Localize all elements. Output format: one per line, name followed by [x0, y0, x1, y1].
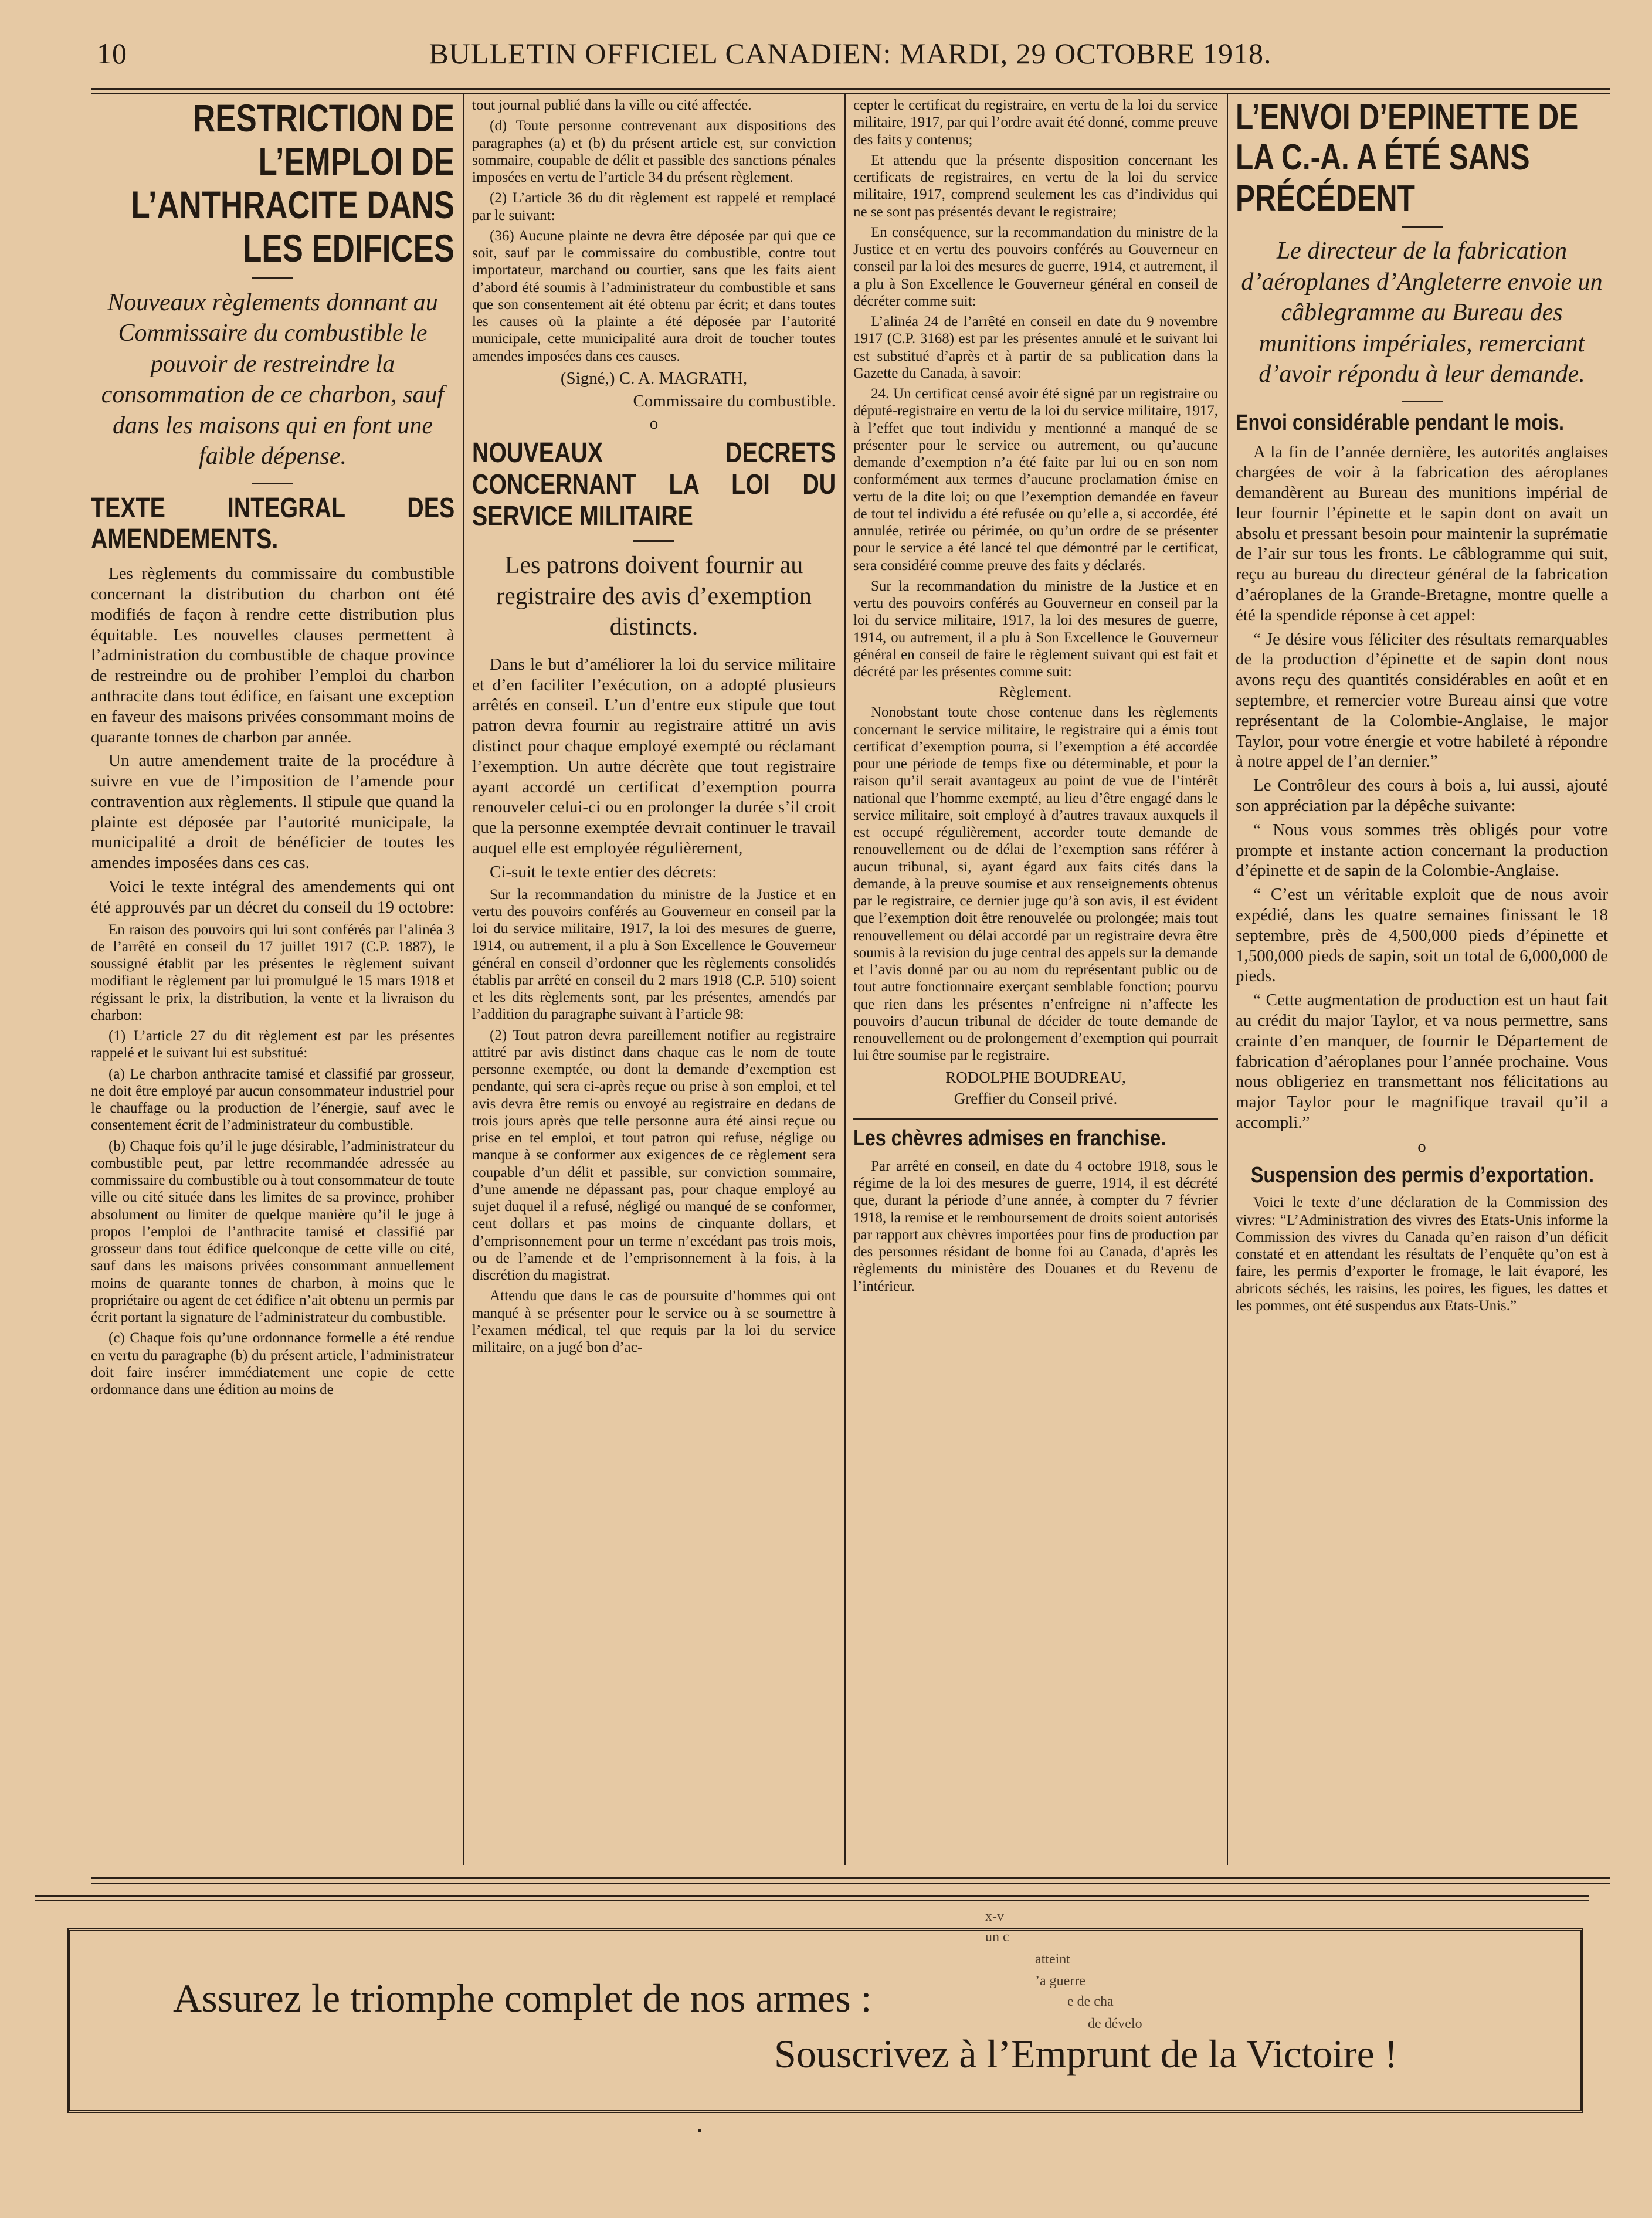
paragraph: Les règlements du commissaire du combustible concernant la distribution du charbon ont été modifiés de façon à rendre cette distribution plus équitable. Les nouvelles clauses permettent à l’administration du combustible de chaque province de restreindre ou de prohiber l’emploi du charbon anthracite dans tout édifice, en faisant une exception en faveur des maisons privées consommant moins de quarante tonnes de charbon par année.	[91, 564, 454, 747]
decree-paragraph: (d) Toute personne contrevenant aux dispositions des paragraphes (a) et (b) du présent article est, sur conviction sommaire, coupable de délit et passible des sanctions pénales imposées en vertu de l’article 34 du présent règlement.	[472, 118, 836, 185]
bleed-text: ’a guerre	[1035, 1973, 1085, 1989]
bottom-rule-long	[35, 1895, 1589, 1897]
page-number: 10	[97, 37, 127, 70]
subhead-texte-integral: TEXTE INTEGRAL DES AMENDEMENTS.	[91, 492, 454, 555]
rule-dash	[1402, 401, 1443, 402]
signature-title: Greffier du Conseil privé.	[954, 1089, 1118, 1107]
decree-paragraph: cepter le certificat du registraire, en vertu de la loi du service militaire, 1917, par qui l’ordre avait été donné, comme preuve des faits y contenus;	[853, 97, 1218, 148]
victory-loan-advert	[67, 1928, 1583, 2113]
bottom-rule	[91, 1877, 1610, 1879]
rule-dash	[1402, 226, 1443, 228]
signature-title: Commissaire du combustible.	[633, 391, 836, 411]
paragraph: “ C’est un véritable exploit que de nous avoir expédié, dans les quatre semaines finissant le 18 septembre, près de 4,500,000 pieds d’épinette et 1,500,000 pieds de sapin, soit un total de 6,000,000 de pieds.	[1236, 885, 1608, 986]
masthead	[91, 36, 1610, 83]
bleed-text: de dévelo	[1088, 2016, 1142, 2032]
reglement-title: Règlement.	[999, 684, 1073, 701]
signature: (Signé,) C. A. MAGRATH,	[560, 368, 748, 388]
headline-chevres: Les chèvres admises en franchise.	[853, 1126, 1166, 1151]
decree-paragraph: Et attendu que la présente disposition concernant les certificats de registraires, en vertu de la loi du service militaire, 1917, comprend seulement les cas d’individus qui ne se sont pas présentés devant le registraire;	[853, 152, 1218, 220]
column-4	[1236, 97, 1608, 1856]
deck-anthracite: Nouveaux règlements donnant au Commissaire du combustible le pouvoir de restreindre la consommation de ce charbon, sauf dans les maisons qui en font une faible dépense.	[101, 289, 445, 470]
decree-paragraph: Attendu que dans le cas de poursuite d’hommes qui ont manqué à se présenter pour le service ou à se soumettre à l’examen médical, tel que requis par la loi du service militaire, on a jugé bon d’ac-	[472, 1288, 836, 1356]
paragraph: “ Je désire vous féliciter des résultats remarquables de la production d’épinette et de sapin dont nous avons reçu des quantités considérables en août et en septembre, et remercier votre Bureau ainsi que votre représentant de la Colombie-Anglaise, le major Taylor, pour votre énergie et votre habileté à répondre à notre appel de l’an dernier.”	[1236, 629, 1608, 771]
separator: o	[649, 414, 659, 433]
column-3	[853, 97, 1218, 1856]
headline-anthracite: RESTRICTION DE L’EMPLOI DE L’ANTHRACITE DANS LES EDIFICES	[131, 97, 454, 270]
subhead-envoi: Envoi considérable pendant le mois.	[1236, 410, 1565, 435]
masthead-rule-thin	[91, 93, 1610, 94]
bleed-text: un c	[985, 1929, 1009, 1945]
decree-paragraph: (1) L’article 27 du dit règlement est par les présentes rappelé et le suivant lui est substitué:	[91, 1028, 454, 1061]
page-speck	[698, 2129, 701, 2132]
bleed-text: x-v	[985, 1909, 1004, 1924]
chevres-text: Par arrêté en conseil, en date du 4 octobre 1918, sous le régime de la loi des mesures de guerre, 1914, il est décrété que, durant la période d’une année, à compter du 7 février 1918, la remise et le remboursement de droits soient autorisés par rapport aux chèvres importées pour fins de production par des personnes résidant de bonne foi au Canada, d’après les règlements du ministère des Douanes et du Revenu de l’intérieur.	[853, 1158, 1218, 1294]
reglement-text: Nonobstant toute chose contenue dans les règlements concernant le service militaire, le registraire qui a émis tout certificat d’exemption pourra, si l’exemption a été accordée pour une période de temps fixe ou déterminable, et pour la raison qu’il serait avantageux au point de vue de l’intérêt national que l’homme exempté, au lieu d’être engagé dans le service militaire, soit employé à d’autres travaux auxquels il est occupé régulièrement, accorder toute demande de renouvellement ou de délai de l’exemption sans référer à aucun tribunal, si, ayant égard aux faits cités dans la demande, à la preuve soumise et aux renseignements obtenus par le registraire, ce dernier juge qu’à son avis, il est évident que l’exemption doit être renouvelée ou prolongée; mais tout renouvellement ou délai accordé par un registraire devra être soumis à la revision du juge central des appels sur la demande et l’avis donné par ou au nom du représentant public ou de tout autre fonctionnaire exerçant semblable fonction; pourvu que rien dans les présentes n’enfreigne ni n’affecte les pouvoirs d’aucun tribunal de décider de toute demande de renouvellement ou de prolongement d’exemption qui pourrait lui être soumise par le registraire.	[853, 704, 1218, 1064]
decree-paragraph: (36) Aucune plainte ne devra être déposée par qui que ce soit, sauf par le commissaire du combustible, contre tout importateur, marchand ou courtier, sans que les faits aient d’abord été soumis à l’administrateur du combustible et sans que son consentement ait été obtenu par écrit; et dans toutes les causes où la plainte a été déposée par l’autorité municipale, cette municipalité aura droit de toucher toutes amendes imposées dans ces causes.	[472, 228, 836, 364]
paragraph: Dans le but d’améliorer la loi du service militaire et d’en faciliter l’exécution, on a adopté plusieurs arrêtés en conseil. L’un d’entre eux stipule que tout patron devra fournir au registraire attitré un avis distinct pour chaque employé exempté ou réclamant l’exemption. Un autre décrète que tout registraire ayant accordé un certificat d’exemption pourra renouveler celui-ci ou en prolonger la durée s’il croit que la personne exemptée devrait continuer le travail auquel elle est employée régulièrement,	[472, 654, 836, 858]
paragraph: Voici le texte intégral des amendements qui ont été approuvés par un décret du conseil du 19 octobre:	[91, 877, 454, 917]
export-text: Voici le texte d’une déclaration de la Commission des vivres: “L’Administration des vivres des Etats-Unis informe la Commission des vivres du Canada qu’en raison d’un déficit constaté et en attendant les résultats de l’enquête qu’on est à faire, les permis d’exporter le fromage, le lait évaporé, les abricots séchés, les raisins, les poires, les figues, les dattes et les pommes, ont été suspendus aux Etats-Unis.”	[1236, 1195, 1608, 1314]
separator: o	[1417, 1137, 1426, 1156]
column-2	[472, 97, 836, 1856]
decree-paragraph: (c) Chaque fois qu’une ordonnance formelle a été rendue en vertu du paragraphe (b) du présent article, l’administrateur doit faire insérer immédiatement une copie de cette ordonnance dans une édition au moins de	[91, 1330, 454, 1398]
advert-line-1: Assurez le triomphe complet de nos armes :	[173, 1976, 872, 2020]
headline-exportation: Suspension des permis d’exportation.	[1250, 1162, 1595, 1188]
paragraph: “ Nous vous sommes très obligés pour votre prompte et instante action concernant la production d’épinette et de sapin de la Colombie-Anglaise.	[1236, 820, 1608, 880]
paragraph: Un autre amendement traite de la procédure à suivre en vue de l’imposition de l’amende pour contravention aux règlements. Il stipule que quand la plainte est déposée par l’autorité municipale, la municipalité a droit de bénéficier de toutes les amendes imposées dans ces cas.	[91, 751, 454, 873]
decree-paragraph: L’alinéa 24 de l’arrêté en conseil en date du 9 novembre 1917 (C.P. 3168) est par les présentes annulé et le suivant lui est substitué d’après et à partir de sa publication dans la Gazette du Canada, à savoir:	[853, 314, 1218, 381]
column-divider	[463, 94, 464, 1865]
decree-paragraph: (b) Chaque fois qu’il le juge désirable, l’administrateur du combustible peut, par lettre recommandée adressée au commissaire du combustible ou à tout consommateur de toute ville ou cité située dans les limites de sa province, prohiber absolument ou limiter de quelque manière qu’il le juge à propos l’emploi de l’anthracite tamisé et classifié par grosseur dans tout édifice quelconque de cette ville ou cité, sauf dans les maisons privées consommant annuellement moins de quarante tonnes de charbon, à moins que le propriétaire ou agent de cet édifice n’ait obtenu un permis par écrit portant la signature de l’administrateur du combustible.	[91, 1138, 454, 1326]
column-divider	[844, 94, 846, 1865]
paragraph: Le Contrôleur des cours à bois a, lui aussi, ajouté son appréciation par la dépêche suivante:	[1236, 776, 1608, 816]
advert-line-2: Souscrivez à l’Emprunt de la Victoire !	[774, 2032, 1398, 2076]
rule-dash	[633, 540, 674, 542]
deck-service-militaire: Les patrons doivent fournir au registraire des avis d’exemption distincts.	[496, 552, 812, 641]
paragraph: A la fin de l’année dernière, les autorités anglaises chargées de voir à la fabrication des aéroplanes demandèrent au Bureau des munitions impérial de leur fournir l’épinette et le sapin dont on avait un absolu et pressant besoin pour maintenir la suprématie de l’air sur tous les fronts. Le câblogramme qui suit, reçu au bureau du directeur général de la fabrication d’aéroplanes de la Grande-Bretagne, montre quelle a été la spendide réponse à cet appel:	[1236, 442, 1608, 625]
deck-epinette: Le directeur de la fabrication d’aéroplanes d’Angleterre envoie un câblegramme au Bureau des munitions impériales, remerciant d’avoir répondu à leur demande.	[1241, 238, 1603, 388]
decree-paragraph: tout journal publié dans la ville ou cité affectée.	[472, 97, 752, 113]
bottom-rule-long-thin	[35, 1900, 1589, 1901]
rule-dash	[252, 277, 293, 279]
bleed-text: e de cha	[1067, 1994, 1114, 2009]
decree-paragraph: (2) L’article 36 du dit règlement est rappelé et remplacé par le suivant:	[472, 190, 836, 223]
section-rule	[853, 1118, 1218, 1120]
decree-paragraph: 24. Un certificat censé avoir été signé par un registraire ou député-registraire en vertu de la loi du service militaire, 1917, à l’effet que tout individu y mentionné a manqué de se présenter pour le service ou autrement, ou qu’aucune demande d’exemption n’a été faite par lui ou en son nom conformément aux termes d’aucune proclamation émise en vertu de la dite loi; ou que l’exemption demandée en faveur de tout tel individu a été refusée ou qu’elle a, si accordée, été annulée, retirée ou périmée, ou qu’un ordre de se présenter pour le service a été lancé tel que démontré par le certificat, sera considéré comme preuve des faits y déclarés.	[853, 386, 1218, 574]
bleed-text: atteint	[1035, 1952, 1070, 1967]
masthead-rule	[91, 88, 1610, 90]
masthead-title: BULLETIN OFFICIEL CANADIEN: MARDI, 29 OCTOBRE 1918.	[429, 37, 1272, 70]
paragraph: Ci-suit le texte entier des décrets:	[490, 862, 717, 881]
headline-service-militaire: NOUVEAUX DECRETS CONCERNANT LA LOI DU SERVICE MILITAIRE	[472, 438, 836, 532]
column-divider	[1227, 94, 1228, 1865]
headline-epinette: L’ENVOI D’EPINETTE DE LA C.-A. A ÉTÉ SANS PRÉCÉDENT	[1236, 97, 1579, 219]
decree-paragraph: (a) Le charbon anthracite tamisé et classifié par grosseur, ne doit être employé par aucun consommateur industriel pour le chauffage ou la production de l’énergie, sauf avec le consentement écrit de l’administrateur du combustible.	[91, 1066, 454, 1134]
decree-paragraph: Sur la recommandation du ministre de la Justice et en vertu des pouvoirs conférés au Gouverneur en conseil par la loi du service militaire, 1917, la loi des mesures de guerre, 1914, ou autrement, il a plu à Son Excellence le Gouverneur général en conseil de faire le règlement suivant qui est fait et décrété par les présentes comme suit:	[853, 578, 1218, 680]
column-1	[91, 97, 454, 1856]
decree-paragraph: En conséquence, sur la recommandation du ministre de la Justice et en vertu des pouvoirs conférés au Gouverneur en conseil par la loi des mesures de guerre, 1914, et autrement, il a plu à Son Excellence le Gouverneur général en conseil de décréter comme suit:	[853, 224, 1218, 309]
signature: RODOLPHE BOUDREAU,	[945, 1068, 1126, 1086]
paragraph: “ Cette augmentation de production est un haut fait au crédit du major Taylor, et va nous permettre, sans crainte d’en manquer, de fournir le Département de fabrication d’aéroplanes pour l’année prochaine. Vous nous obligeriez en transmettant nos félicitations au major Taylor pour le magnifique travail qu’il a accompli.”	[1236, 991, 1608, 1132]
decree-paragraph: En raison des pouvoirs qui lui sont conférés par l’alinéa 3 de l’arrêté en conseil du 17 juillet 1917 (C.P. 1887), le soussigné établit par les présentes le règlement suivant modifiant le règlement par lui promulgué le 15 mars 1918 et régissant le prix, la distribution, la vente et la livraison du charbon:	[91, 921, 454, 1023]
rule-dash	[252, 483, 293, 484]
decree-paragraph: Sur la recommandation du ministre de la Justice et en vertu des pouvoirs conférés au Gouverneur en conseil par la loi du service militaire, 1917, la loi des mesures de guerre, 1914, ou autrement, il a plu à Son Excellence le Gouverneur général en conseil d’ordonner que les règlements consolidés établis par arrêté en conseil du 2 mars 1918 (C.P. 510) soient et les dits règlements sont, par les présentes, amendés par l’addition du paragraphe suivant à l’article 98:	[472, 886, 836, 1023]
bottom-rule-thin	[91, 1883, 1610, 1884]
decree-paragraph: (2) Tout patron devra pareillement notifier au registraire attitré par avis distinct dans chaque cas le nom de toute personne exemptée, ou dont la demande d’exemption est pendante, qui sera ci-après reçue ou prise à son emploi, et tel avis devra être remis ou envoyé au registraire en dedans de trois jours après que telle personne aura été ainsi reçue ou prise en tel emploi, et tout patron qui refuse, néglige ou manque à se conformer aux exigences de ce règlement sera coupable d’un délit et passible, sur conviction sommaire, d’une amende ne dépassant pas, pour chaque employé au sujet duquel il a refusé, négligé ou manqué de se conformer, cent dollars et pas moins de cinquante dollars, et d’emprisonnement pour un terme n’excédant pas trois mois, ou de l’amende et de l’emprisonnement à la fois, à la discrétion du magistrat.	[472, 1027, 836, 1284]
